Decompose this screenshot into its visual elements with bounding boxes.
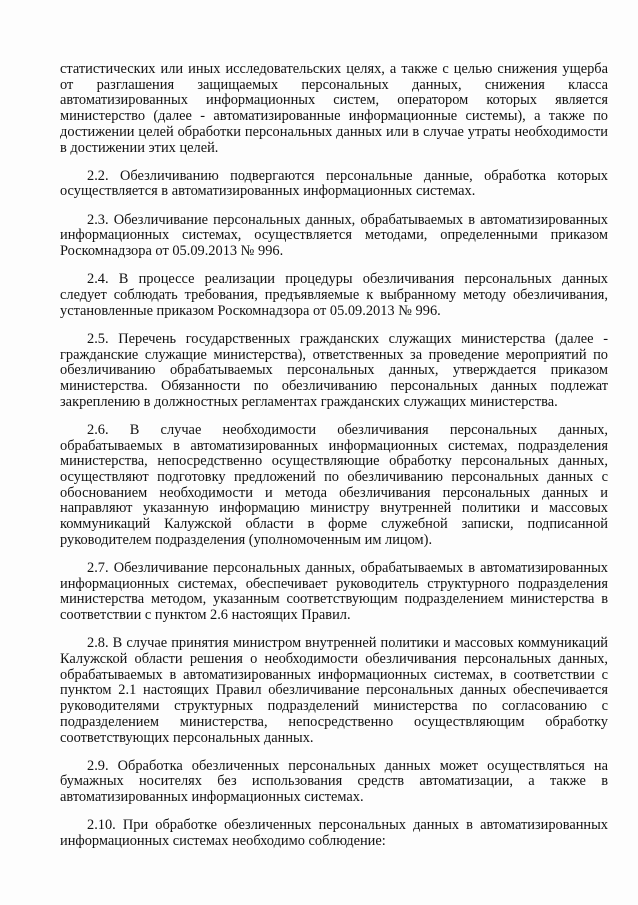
paragraph-2-2: 2.2. Обезличиванию подвергаются персональные данные, обработка которых осуществляется в автоматизированных информационных системах. [60,167,608,200]
paragraph-2-3: 2.3. Обезличивание персональных данных, обрабатываемых в автоматизированных информационных системах, осуществляется методами, определенными приказом Роскомнадзора от 05.09.2013 № 996. [60,211,608,260]
paragraph-intro-continuation: статистических или иных исследовательских целях, а также с целью снижения ущерба от разглашения защищаемых персональных данных, снижения класса автоматизированных информационных систем, оператором которых является министерство (далее - автоматизированные информационные системы), а также по достижении целей обработки персональных данных или в случае утраты необходимости в достижении этих целей. [60,61,608,156]
paragraph-2-8: 2.8. В случае принятия министром внутренней политики и массовых коммуникаций Калужской области решения о необходимости обезличивания персональных данных, обрабатываемых в автоматизированных информационных системах, в соответствии с пунктом 2.1 настоящих Правил обезличивание персональных данных обеспечивается руководителями структурных подразделений министерства по согласованию с подразделением министерства, непосредственно осуществляющим обработку соответствующих персональных данных. [60,635,608,746]
document-body [60,62,608,862]
paragraph-2-5: 2.5. Перечень государственных гражданских служащих министерства (далее - гражданские служащие министерства), ответственных за проведение мероприятий по обезличиванию обрабатываемых персональных данных, утверждается приказом министерства. Обязанности по обезличиванию персональных данных подлежат закреплению в должностных регламентах гражданских служащих министерства. [60,330,608,410]
paragraph-2-7: 2.7. Обезличивание персональных данных, обрабатываемых в автоматизированных информационных системах, обеспечивает руководитель структурного подразделения министерства методом, указанным соответствующим подразделением министерства в соответствии с пунктом 2.6 настоящих Правил. [60,559,608,624]
paragraph-2-6: 2.6. В случае необходимости обезличивания персональных данных, обрабатываемых в автоматизированных информационных системах, подразделения министерства, непосредственно осуществляющие обработку персональных данных, осуществляют подготовку предложений по обезличиванию персональных данных с обоснованием необходимости и метода обезличивания персональных данных и направляют указанную информацию министру внутренней политики и массовых коммуникаций Калужской области в форме служебной записки, подписанной руководителем подразделения (уполномоченным им лицом). [60,421,608,548]
paragraph-2-4: 2.4. В процессе реализации процедуры обезличивания персональных данных следует соблюдать требования, предъявляемые к выбранному методу обезличивания, установленные приказом Роскомнадзора от 05.09.2013 № 996. [60,271,608,319]
paragraph-2-10: 2.10. При обработке обезличенных персональных данных в автоматизированных информационных системах необходимо соблюдение: [60,817,608,850]
paragraph-2-9: 2.9. Обработка обезличенных персональных данных может осуществляться на бумажных носителях без использования средств автоматизации, а также в автоматизированных информационных системах. [60,757,608,806]
